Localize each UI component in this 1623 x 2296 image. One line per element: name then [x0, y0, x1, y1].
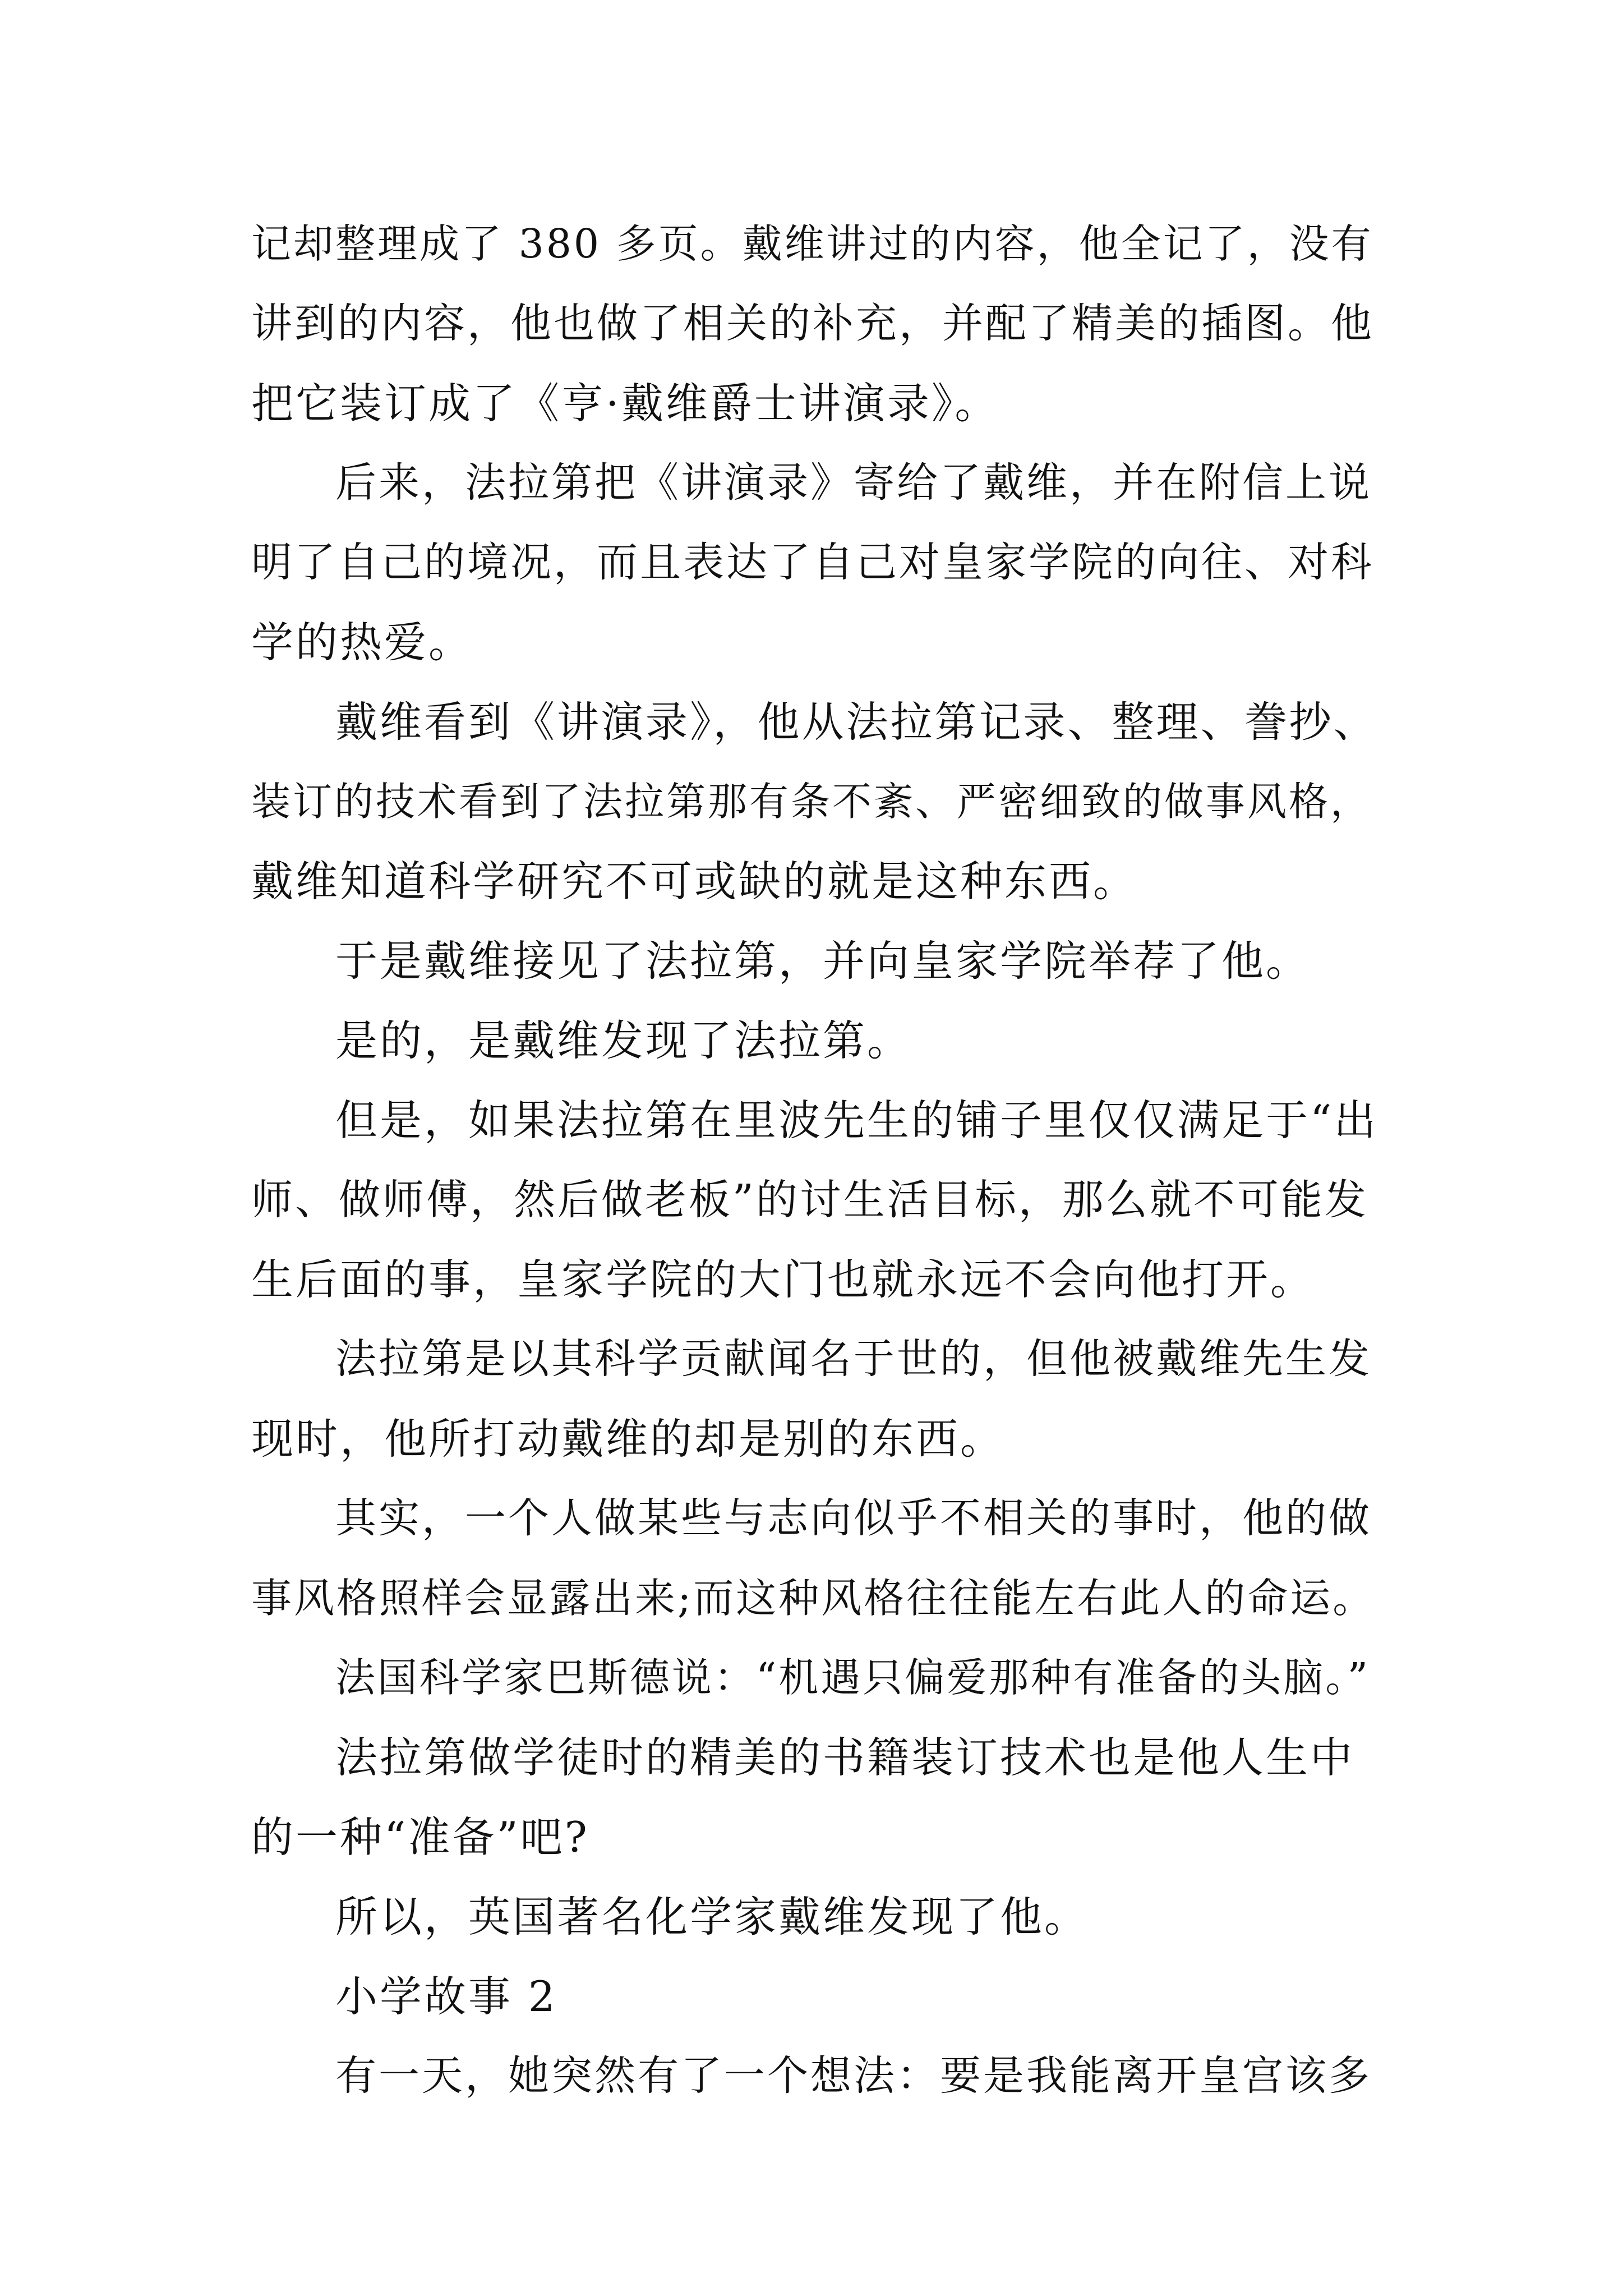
paragraph-start-line: 是的，是戴维发现了法拉第。 [335, 1016, 912, 1065]
text-line: 装订的技术看到了法拉第那有条不紊、严密细致的做事风格， [251, 779, 1372, 825]
text-line: 明了自己的境况，而且表达了自己对皇家学院的向往、对科 [251, 539, 1374, 586]
paragraph-start-line: 法拉第做学徒时的精美的书籍装订技术也是他人生中 [335, 1733, 1355, 1782]
paragraph-start-line: 其实，一个人做某些与志向似乎不相关的事时，他的做 [335, 1494, 1372, 1542]
text-line: 生后面的事，皇家学院的大门也就永远不会向他打开。 [251, 1255, 1315, 1304]
paragraph-start-line: 法拉第是以其科学贡献闻名于世的，但他被戴维先生发 [335, 1335, 1372, 1383]
text-line: 记却整理成了 380 多页。戴维讲过的内容，他全记了，没有 [251, 220, 1373, 267]
paragraph-start-line: 所以，英国著名化学家戴维发现了他。 [335, 1892, 1089, 1941]
text-line: 讲到的内容，他也做了相关的补充，并配了精美的插图。他 [251, 300, 1374, 347]
paragraph-start-line: 于是戴维接见了法拉第，并向皇家学院举荐了他。 [335, 936, 1311, 986]
section-heading: 小学故事 2 [335, 1972, 557, 2021]
text-line: 的一种“准备”吧? [251, 1812, 589, 1862]
paragraph-start-line: 有一天，她突然有了一个想法：要是我能离开皇宫该多 [335, 2052, 1372, 2100]
paragraph-start-line: 戴维看到《讲演录》，他从法拉第记录、整理、誊抄、 [335, 697, 1378, 747]
text-line: 事风格照样会显露出来;而这种风格往往能左右此人的命运。 [251, 1575, 1376, 1622]
text-line: 现时，他所打动戴维的却是别的东西。 [251, 1414, 1005, 1464]
paragraph-start-line: 法国科学家巴斯德说：“机遇只偏爱那种有准备的头脑。” [335, 1654, 1371, 1701]
paragraph-start-line: 但是，如果法拉第在里波先生的铺子里仅仅满足于“出 [335, 1096, 1378, 1145]
text-line: 学的热爱。 [251, 618, 473, 667]
paragraph-start-line: 后来，法拉第把《讲演录》寄给了戴维，并在附信上说 [335, 459, 1372, 507]
text-line: 把它装订成了《亨·戴维爵士讲演录》。 [251, 379, 999, 428]
text-line: 戴维知道科学研究不可或缺的就是这种东西。 [251, 857, 1138, 906]
text-line: 师、做师傅，然后做老板”的讨生活目标，那么就不可能发 [251, 1176, 1368, 1224]
